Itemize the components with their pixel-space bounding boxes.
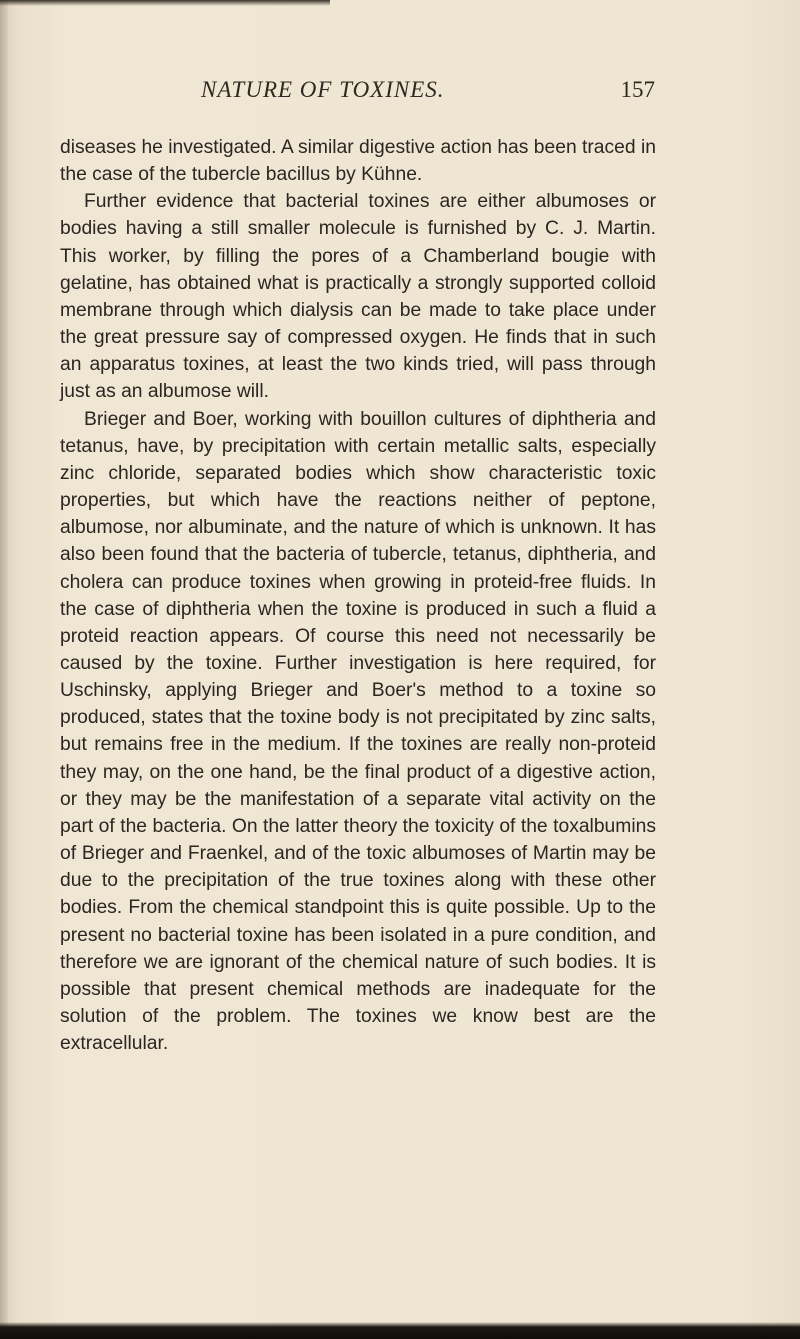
page-number: 157: [620, 77, 655, 102]
running-head-title: NATURE OF TOXINES.: [201, 77, 445, 102]
bottom-edge-shadow: [0, 1322, 800, 1339]
body-text: [60, 134, 656, 1057]
paragraph-1: diseases he investigated. A similar digestive action has been traced in the case of the tubercle bacillus by Kühne.: [60, 137, 656, 186]
paragraph-2: Further evidence that bacterial toxines are either albumoses or bodies having a still smaller molecule is furnished by C. J. Martin. This worker, by filling the pores of a Chamberland bougie with gelatine, has obtained what is practically a strongly supported colloid membrane through which dialysis can be made to take place under the great pressure say of compressed oxygen. He finds that in such an apparatus toxines, at least the two kinds tried, will pass through just as an albumose will.: [60, 191, 656, 403]
top-edge-shadow: [0, 0, 330, 6]
binding-edge: [0, 0, 8, 1339]
running-head: [100, 74, 655, 106]
paragraph-3: Brieger and Boer, working with bouillon cultures of diphtheria and tetanus, have, by precipitation with certain metallic salts, especially zinc chloride, separated bodies which show characteristic toxic properties, but which have the reactions neither of peptone, albumose, nor albuminate, and the nature of which is unknown. It has also been found that the bacteria of tubercle, tetanus, diphtheria, and cholera can produce toxines when growing in proteid-free fluids. In the case of diphtheria when the toxine is produced in such a fluid a proteid reaction appears. Of course this need not necessarily be caused by the toxine. Further investigation is here required, for Uschinsky, applying Brieger and Boer's method to a toxine so produced, states that the toxine body is not precipitated by zinc salts, but remains free in the medium. If the toxines are really non-proteid they may, on the one hand, be the final product of a digestive action, or they may be the manifestation of a separate vital activity on the part of the bacteria. On the latter theory the toxicity of the toxalbumins of Brieger and Fraenkel, and of the toxic albumoses of Martin may be due to the precipitation of the true toxines along with these other bodies. From the chemical standpoint this is quite possible. Up to the present no bacterial toxine has been isolated in a pure condition, and therefore we are ignorant of the chemical nature of such bodies. It is possible that present chemical methods are inadequate for the solution of the problem. The toxines we know best are the extracellular.: [60, 408, 656, 1055]
